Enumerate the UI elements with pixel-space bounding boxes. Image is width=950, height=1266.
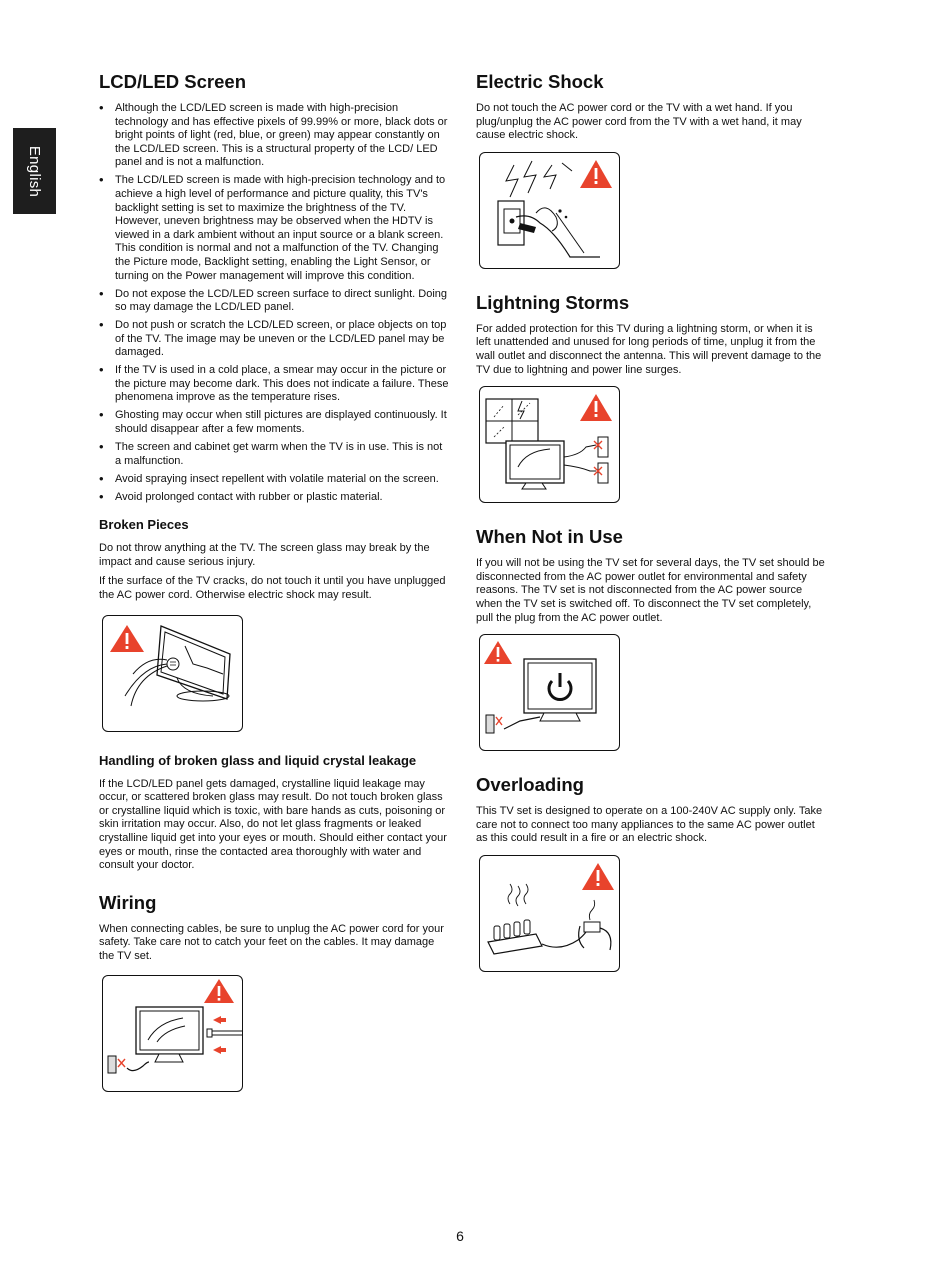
list-item: • Do not push or scratch the LCD/LED screen, or place objects on top of the TV. The image may be uneven or the LCD/LED panel may be damaged. (99, 319, 449, 360)
electric-shock-paragraph: Do not touch the AC power cord or the TV with a wet hand. If you plug/unplug the AC power cord from the TV with a wet hand, it may cause electric shock. (476, 102, 802, 142)
wiring-heading: Wiring (99, 891, 157, 913)
warning-triangle-icon (580, 160, 612, 188)
broken-tv-illustration (102, 615, 243, 732)
list-item: • Avoid prolonged contact with rubber or plastic material. (99, 491, 449, 505)
broken-pieces-paragraph-2: If the surface of the TV cracks, do not touch it until you have unplugged the AC power cord. Otherwise electric shock may result. (99, 575, 446, 601)
lcd-screen-section (99, 70, 449, 504)
lcd-screen-heading: LCD/LED Screen (99, 71, 247, 92)
broken-tv-icon (103, 616, 243, 732)
list-item: • The screen and cabinet get warm when the TV is in use. This is not a malfunction. (99, 441, 449, 468)
not-in-use-paragraph: If you will not be using the TV set for several days, the TV set should be disconnected from the AC power outlet for environmental and safety reasons. The TV set is not disconnected from the AC power source when the TV set is switched off. To disconnect the TV set completely, pull the plug from the AC power outlet. (476, 557, 825, 624)
list-item: • Do not expose the LCD/LED screen surface to direct sunlight. Doing so may damage the LCD/LED panel. (99, 288, 449, 315)
warning-triangle-icon (110, 625, 144, 652)
lightning-storms-icon (480, 387, 620, 503)
list-item: • Although the LCD/LED screen is made with high-precision technology and has effective pixels of 99.99% or more, black dots or bright points of light (red, blue, or green) may appear constantly on the LCD/LED screen. This is a structural property of the LCD/ LED panel and is not a malfunction. (99, 102, 449, 170)
overloading-section (476, 773, 826, 972)
lightning-storms-illustration (479, 386, 620, 503)
electric-shock-illustration (479, 152, 620, 269)
overloading-heading: Overloading (476, 774, 584, 796)
electric-shock-section (476, 70, 826, 269)
list-item: • The LCD/LED screen is made with high-precision technology and to achieve a high level of performance and picture quality, this TV's backlight setting is set to maximize the brightness of the TV. However, uneven brightness may be observed when the HDTV is viewed in a dark ambient without an input source or a blank screen. This condition is normal and not a malfunction of the TV. Changing the Picture mode, Backlight setting, enabling the Light Sensor, or turning on the Power management will improve this condition. (99, 174, 449, 283)
language-tab (13, 128, 56, 214)
warning-triangle-icon (484, 641, 512, 664)
page-number: 6 (456, 1228, 464, 1244)
wiring-section (99, 891, 449, 1093)
not-in-use-section (476, 525, 826, 751)
broken-pieces-paragraph-1: Do not throw anything at the TV. The screen glass may break by the impact and cause serious injury. (99, 542, 430, 568)
broken-glass-section (99, 752, 449, 873)
electric-shock-heading: Electric Shock (476, 71, 604, 92)
not-in-use-icon (480, 635, 620, 751)
left-column (99, 70, 449, 1092)
lightning-storms-section (476, 291, 826, 503)
lightning-storms-heading: Lightning Storms (476, 291, 630, 313)
wiring-paragraph: When connecting cables, be sure to unplug the AC power cord for your safety. Take care not to catch your feet on the cables. It may damage the TV set. (99, 922, 444, 962)
list-item: • Avoid spraying insect repellent with volatile material on the screen. (99, 473, 449, 487)
not-in-use-heading: When Not in Use (476, 526, 623, 548)
broken-pieces-heading: Broken Pieces (99, 517, 189, 533)
broken-pieces-section (99, 516, 449, 731)
lcd-screen-bullet-list (99, 102, 449, 504)
overloading-icon (480, 856, 620, 972)
overloading-illustration (479, 855, 620, 972)
language-tab-label: English (26, 145, 44, 197)
wiring-icon (103, 976, 243, 1092)
not-in-use-illustration (479, 634, 620, 751)
right-column (476, 70, 826, 972)
warning-triangle-icon (582, 863, 614, 890)
broken-glass-paragraph: If the LCD/LED panel gets damaged, crystalline liquid leakage may occur, or scattered broken glass may result. Do not touch broken glass or crystalline liquid which is toxic, with bare hands as cuts, poisoning or skin irritation may occur. Also, do not let glass fragments or leaked crystalline liquid get into your eyes or mouth. Should either contact your eyes or mouth, rinse the contacted area thoroughly with water and consult your doctor. (99, 777, 447, 872)
overloading-paragraph: This TV set is designed to operate on a 100-240V AC supply only. Take care not to connect too many appliances to the same AC power outlet as this could result in a fire or an electric shock. (476, 805, 823, 845)
list-item: • Ghosting may occur when still pictures are displayed continuously. It should disappear after a few moments. (99, 409, 449, 436)
warning-triangle-icon (204, 979, 234, 1003)
lightning-storms-paragraph: For added protection for this TV during a lightning storm, or when it is left unattended and unused for long periods of time, unplug it from the wall outlet and disconnect the antenna. This will prevent damage to the TV due to lightning and power line surges. (476, 322, 822, 376)
warning-triangle-icon (580, 394, 612, 421)
wiring-illustration (102, 975, 243, 1092)
broken-glass-heading: Handling of broken glass and liquid crystal leakage (99, 752, 417, 768)
list-item: • If the TV is used in a cold place, a smear may occur in the picture or the picture may become dark. This does not indicate a failure. These phenomena improve as the temperature rises. (99, 364, 449, 405)
electric-shock-icon (480, 153, 620, 269)
